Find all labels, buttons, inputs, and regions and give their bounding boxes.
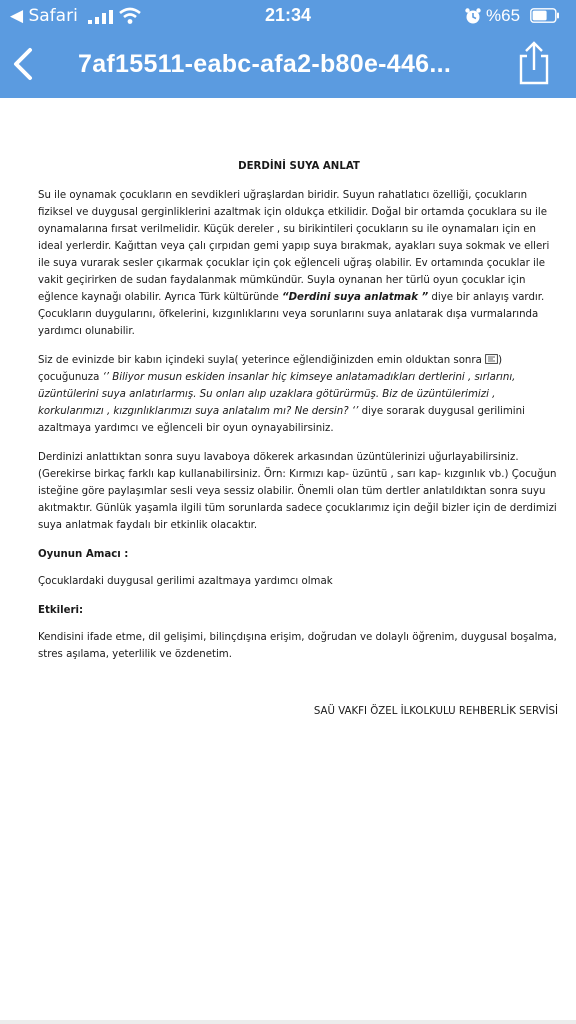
back-to-safari-link[interactable]: ◀ Safari <box>10 6 78 26</box>
pdf-document <box>38 158 560 732</box>
scroll-bottom-edge <box>0 1020 576 1024</box>
alarm-icon <box>464 7 482 25</box>
signature: SAÜ VAKFI ÖZEL İLKOLKULU REHBERLİK SERVİSİ <box>313 706 558 717</box>
top-bar <box>0 0 576 98</box>
effects-text: Kendisini ifade etme, dil gelişimi, bilinçdışına erişim, doğrudan ve dolaylı öğrenim, duygusal boşalma, stres aşılama, yeterlilik ve özdenetim. <box>38 632 557 660</box>
text-span: Siz de evinizde bir kabın içindeki suyla( yeterince eğlendiğinizden emin olduktan sonra <box>38 355 486 366</box>
share-icon[interactable] <box>514 40 554 86</box>
paragraph-after: Derdinizi anlattıktan sonra suyu lavaboya dökerek arkasından üzüntülerinizi uğurlayabilirsiniz. (Gerekirse birkaç farklı kap kullanabilirsiniz. Örn: Kırmızı kap- üzüntü , sarı kap- kızgınlık vb.) Çocuğun isteğine göre paylaşımlar sesli veya sessiz olabilir. Önemli olan tüm dertler anlatıldıktan sonra suyu akıtmaktır. Günlük yaşamla ilgili tüm sorunlarda sadece çocuklarımız için değil bizler için de derdimizi suya anlatmak faydalı bir etkinlik olacaktır. <box>38 452 557 531</box>
status-bar <box>0 0 576 32</box>
quote-span: “Derdini suya anlatmak ” <box>282 292 429 303</box>
effects-heading: Etkileri: <box>38 605 84 616</box>
status-time: 21:34 <box>264 5 312 25</box>
back-chevron-button[interactable] <box>6 44 46 84</box>
purpose-heading: Oyunun Amacı : <box>38 549 129 560</box>
text-span: diye sorarak duygusal gerilimini azaltmaya yardımcı ve eğlenceli bir oyun oynayabilirsiniz. <box>38 406 525 434</box>
quote-span: ‘’ Biliyor musun eskiden insanlar hiç kimseye anlatamadıkları dertlerini , sırlarını, üzüntülerini suya anlatırlarmış. Su onları alıp uzaklara götürürmüş. Biz de üzüntülerimizi , korkularımızı , kızgınlıklarımızı suya anlatalım mı? Ne dersin? ‘’ <box>38 372 516 417</box>
emoji-placeholder-icon <box>485 354 498 364</box>
purpose-text: Çocuklardaki duygusal gerilimi azaltmaya yardımcı olmak <box>38 576 333 587</box>
text-span: diye bir anlayış vardır. Çocukların duygularını, öfkelerini, kızgınlıklarını veya sorunlarını suya anlatarak dışa vurmalarında yardımcı olunabilir. <box>38 292 545 337</box>
paragraph-game <box>38 352 560 437</box>
navigation-bar <box>0 32 576 98</box>
document-heading: DERDİNİ SUYA ANLAT <box>238 161 360 172</box>
text-span: Su ile oynamak çocukların en sevdikleri uğraşlardan biridir. Suyun rahatlatıcı özelliği, çocukların fiziksel ve duygusal gerginliklerini azaltmak için oldukça etkilidir. Doğal bir ortamda çocuklara su ile oynamalarına fırsat verilmelidir. Küçük dereler , su birikintileri çocukların su ile oynamaları için en ideal yerlerdir. Kağıttan veya çalı çırpıdan gemi yapıp suya bırakmak, ayakları suya sokmak ve elleri ile suya vurarak sesler çıkarmak çocuklar için çok eğlenceli uğraş olabilir. Ev ortamında çocuklar ile vakit geçirirken de sudan faydalanmak mümkündür. Suyla oynanan her türlü oyun çocuklar için eğlence kaynağı olabilir. Ayrıca Türk kültüründe <box>38 190 550 303</box>
text-span: ) çocuğunuza <box>38 355 503 383</box>
document-title: 7af15511-eabc-afa2-b80e-446... <box>78 50 452 78</box>
battery-percentage: %65 <box>486 6 521 25</box>
paragraph-intro <box>38 187 560 340</box>
battery-icon <box>530 8 560 23</box>
